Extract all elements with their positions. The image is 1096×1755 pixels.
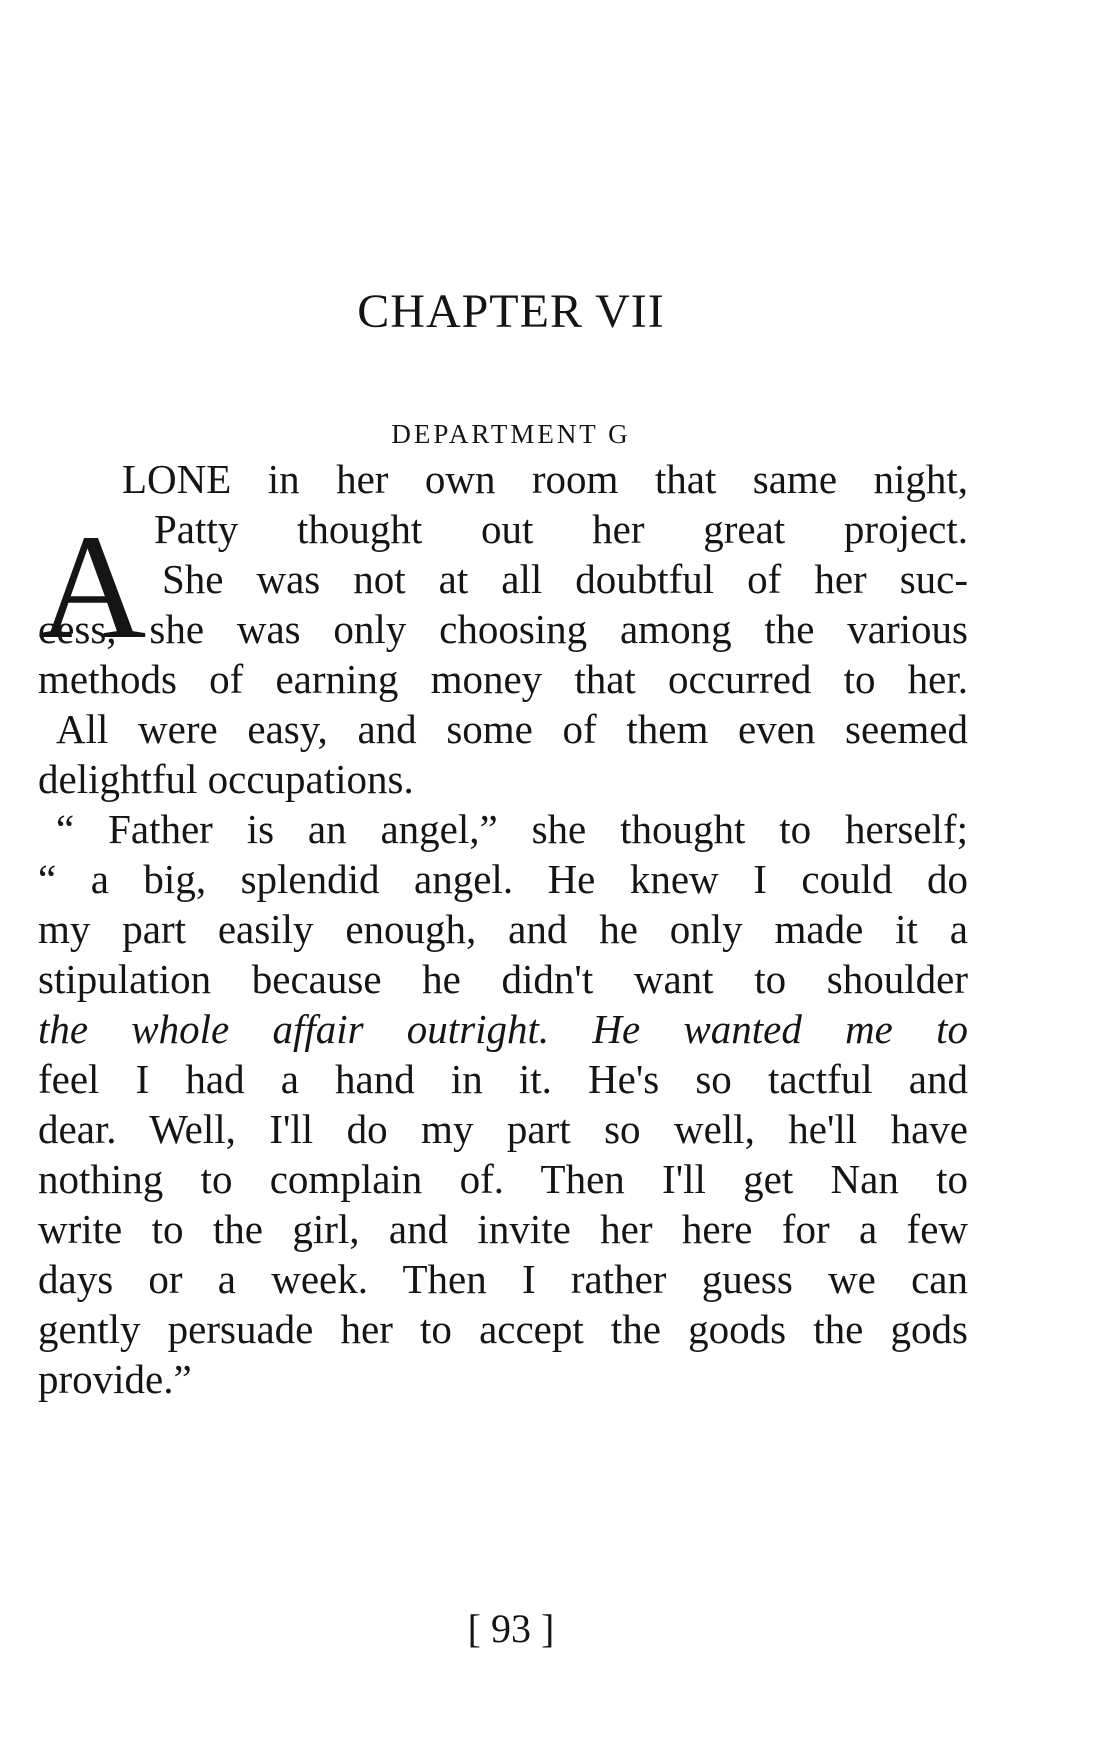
drop-cap: A [38, 504, 147, 670]
chapter-title: CHAPTER VII [357, 285, 665, 338]
text-line: stipulation because he didn't want to shoulder [38, 956, 968, 1002]
text-line: the whole affair outright. He wanted me to [38, 1006, 968, 1052]
text-line: All were easy, and some of them even seemed [56, 706, 968, 752]
text-line: dear. Well, I'll do my part so well, he'll have [38, 1106, 968, 1152]
chapter-subtitle: DEPARTMENT G [391, 419, 631, 449]
text-line: days or a week. Then I rather guess we can [38, 1256, 968, 1302]
text-line: gently persuade her to accept the goods the gods [38, 1306, 968, 1352]
text-line: LONE in her own room that same night, [122, 456, 968, 502]
text-line: my part easily enough, and he only made it a [38, 906, 968, 952]
page-number: [ 93 ] [467, 1606, 555, 1651]
text-line: Patty thought out her great project. [154, 506, 968, 552]
text-line: feel I had a hand in it. He's so tactful and [38, 1056, 968, 1102]
text-line: “ a big, splendid angel. He knew I could do [38, 856, 968, 902]
text-line: She was not at all doubtful of her suc- [162, 556, 968, 602]
text-line: nothing to complain of. Then I'll get Nan to [38, 1156, 968, 1202]
text-line: methods of earning money that occurred to her. [38, 656, 968, 702]
text-line: delightful occupations. [38, 756, 414, 802]
text-line: provide.” [38, 1356, 192, 1402]
text-line: write to the girl, and invite her here for a few [38, 1206, 968, 1252]
text-line: “ Father is an angel,” she thought to herself; [56, 806, 968, 852]
text-line: cess, she was only choosing among the various [38, 606, 968, 652]
